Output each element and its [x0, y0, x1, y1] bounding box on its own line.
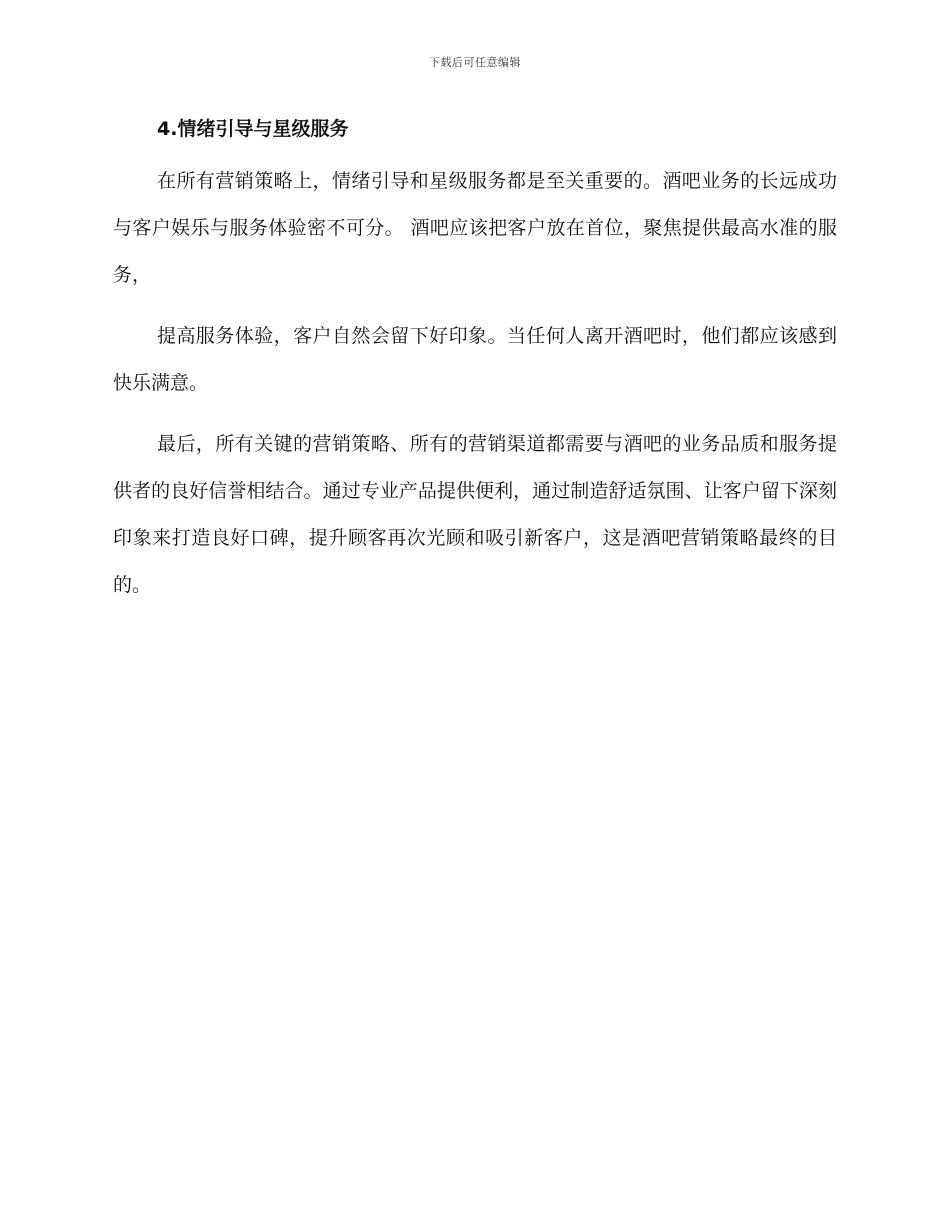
section-heading: 4.情绪引导与星级服务	[157, 118, 349, 140]
page-header-note: 下载后可任意编辑	[429, 56, 521, 69]
document-body	[113, 112, 837, 623]
paragraph-1: 在所有营销策略上，情绪引导和星级服务都是至关重要的。酒吧业务的长远成功与客户娱乐与服务体验密不可分。 酒吧应该把客户放在首位，聚焦提供最高水准的服务，	[113, 170, 837, 286]
paragraph-2: 提高服务体验，客户自然会留下好印象。当任何人离开酒吧时，他们都应该感到快乐满意。	[113, 325, 837, 394]
paragraph-3: 最后，所有关键的营销策略、所有的营销渠道都需要与酒吧的业务品质和服务提供者的良好信誉相结合。通过专业产品提供便利，通过制造舒适氛围、让客户留下深刻印象来打造良好口碑，提升顾客再次光顾和吸引新客户，这是酒吧营销策略最终的目的。	[113, 433, 837, 596]
